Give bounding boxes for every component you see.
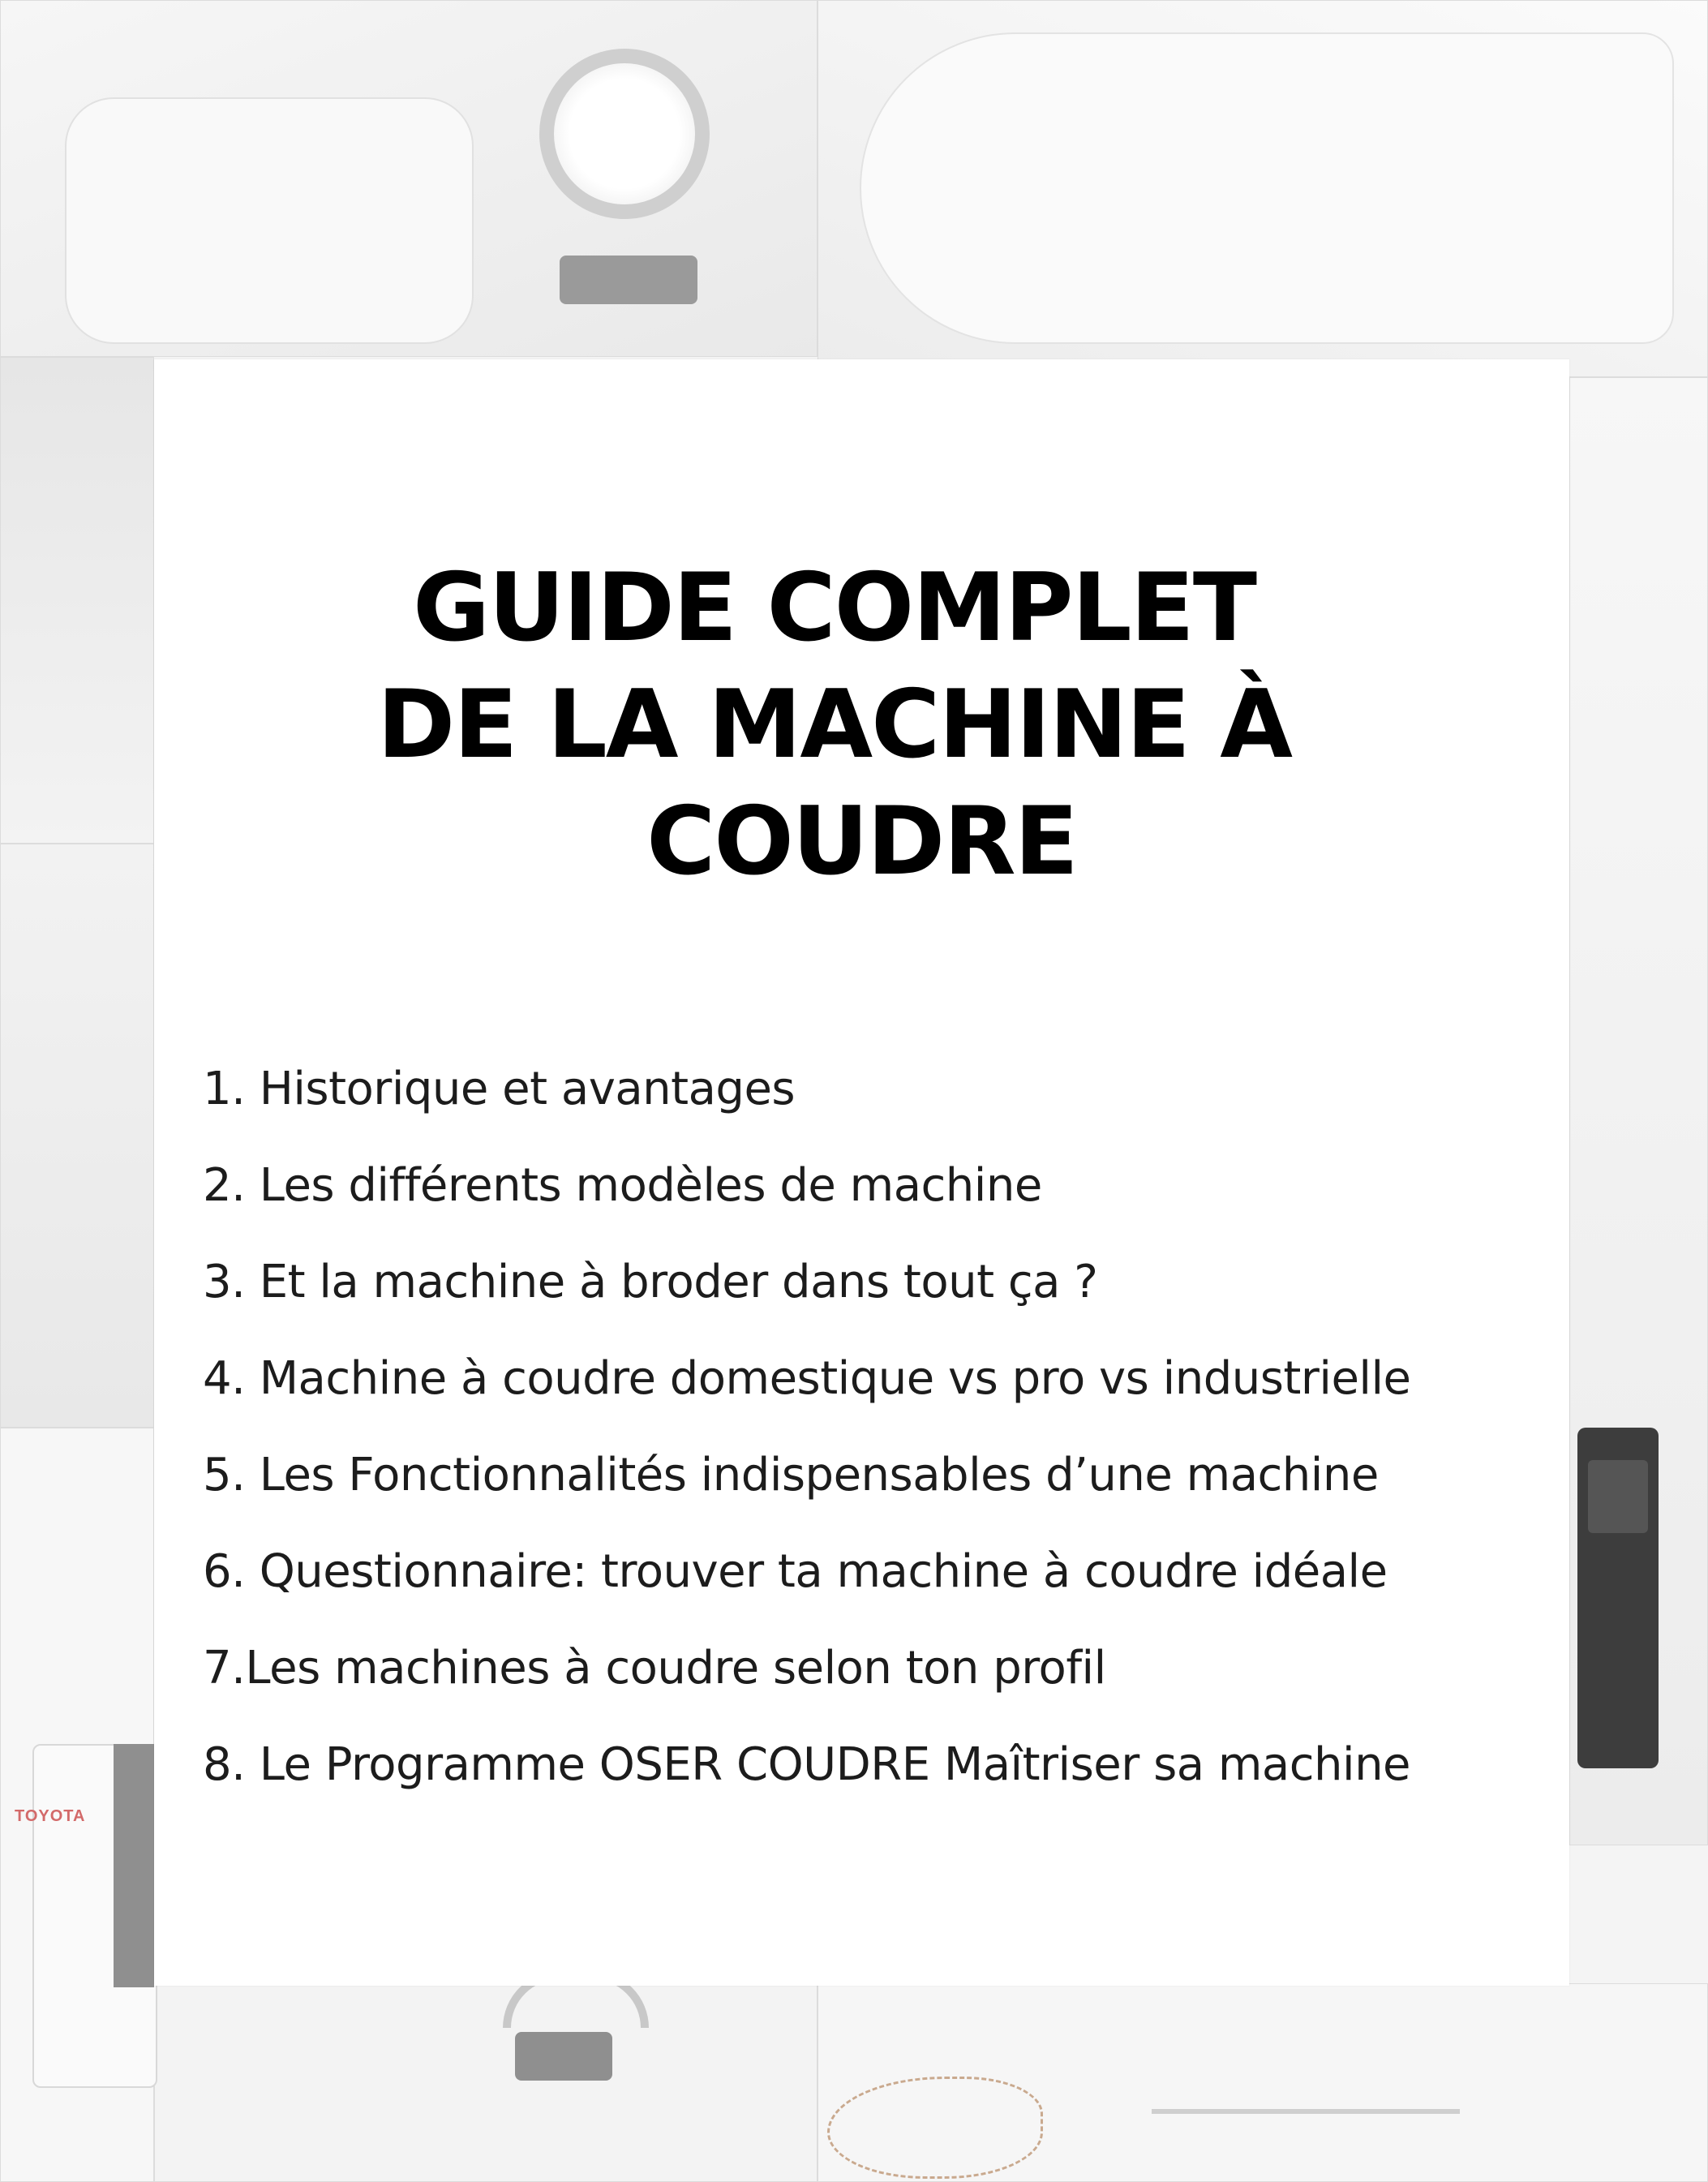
machine-arm-shape bbox=[65, 97, 474, 344]
title-line-3: COUDRE bbox=[646, 787, 1077, 896]
bottom-lever-shape bbox=[515, 2032, 612, 2081]
guide-title bbox=[154, 550, 1569, 900]
toc-item: 3. Et la machine à broder dans tout ça ? bbox=[203, 1256, 1098, 1308]
toc-item: 5. Les Fonctionnalités indispensables d’une machine bbox=[203, 1449, 1379, 1501]
guide-card bbox=[154, 359, 1569, 1986]
toc-item: 8. Le Programme OSER COUDRE Maîtriser sa machine bbox=[203, 1738, 1411, 1791]
background-tile-bottom-middle bbox=[154, 1983, 818, 2182]
background-tile-left-middle bbox=[0, 844, 154, 1428]
brand-label: TOYOTA bbox=[15, 1807, 86, 1825]
presser-slots-shape bbox=[1152, 2109, 1460, 2154]
toc-item: 4. Machine à coudre domestique vs pro vs industrielle bbox=[203, 1352, 1411, 1405]
toc-item: 1. Historique et avantages bbox=[203, 1063, 796, 1115]
machine-body-shape bbox=[860, 32, 1674, 344]
title-line-2: DE LA MACHINE À bbox=[376, 670, 1292, 780]
stitch-dial-icon bbox=[539, 49, 710, 219]
toc-item: 6. Questionnaire: trouver ta machine à coudre idéale bbox=[203, 1545, 1388, 1598]
power-button-shape bbox=[1588, 1460, 1648, 1533]
toc-item: 7.Les machines à coudre selon ton profil bbox=[203, 1642, 1106, 1694]
title-line-1: GUIDE COMPLET bbox=[413, 553, 1255, 663]
small-machine-column bbox=[114, 1744, 154, 1987]
toc-item: 2. Les différents modèles de machine bbox=[203, 1159, 1042, 1212]
lever-shape bbox=[560, 256, 697, 304]
table-of-contents bbox=[203, 1041, 1549, 1813]
